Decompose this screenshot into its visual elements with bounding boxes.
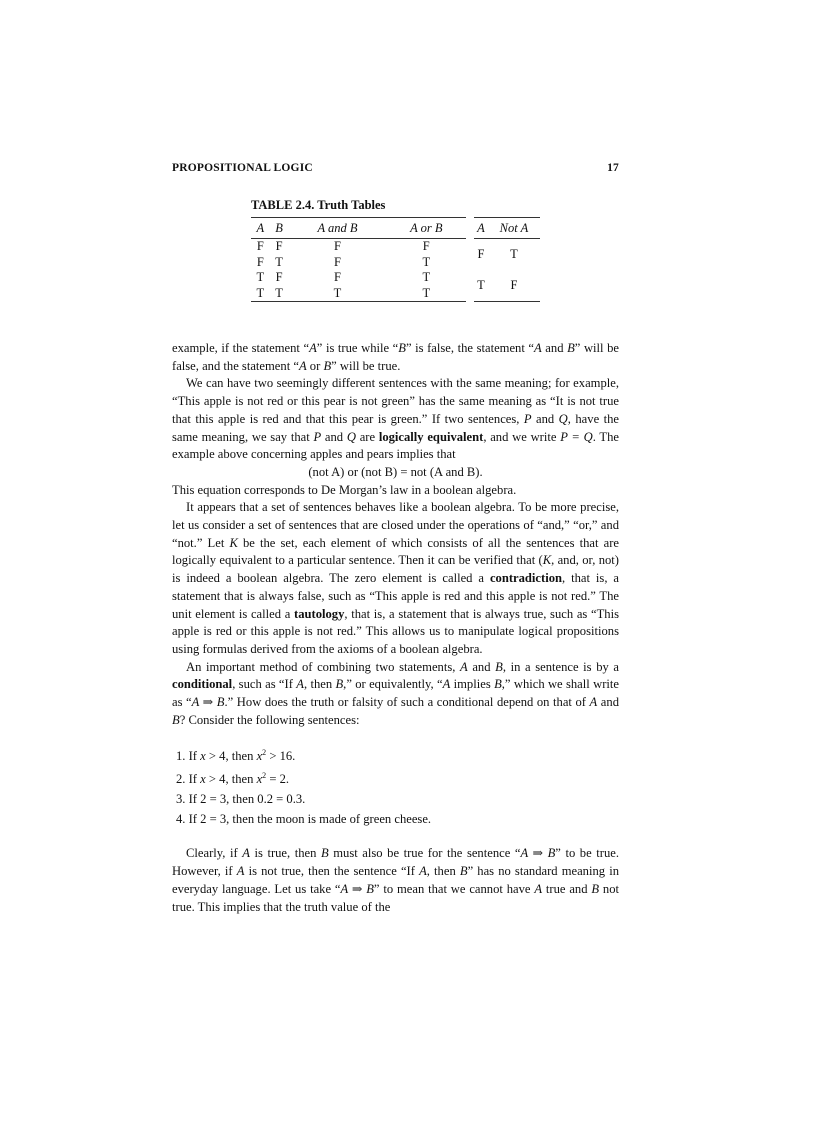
chapter-title: PROPOSITIONAL LOGIC xyxy=(172,162,313,174)
table-row xyxy=(474,239,540,271)
table-cell: F xyxy=(488,270,540,302)
truth-table-and-or xyxy=(251,217,466,302)
table-cell: F xyxy=(477,246,485,261)
list-item: 1. If x > 4, then $x^2 > 16$. xyxy=(176,748,296,764)
numbered-list xyxy=(172,743,619,829)
table-cell: T xyxy=(288,286,386,302)
table-cell: T xyxy=(474,270,488,302)
truth-table-not xyxy=(474,217,540,302)
table-row xyxy=(251,255,466,271)
table-cell: T xyxy=(270,286,289,302)
term-logically-equivalent: logically equivalent xyxy=(378,429,484,444)
table-cell: F xyxy=(334,239,341,253)
term-conditional: conditional xyxy=(172,677,233,692)
paragraph: An important method of combining two statements, A and B, in a sentence is by a conditional, such as “If A, then B,” or equivalently, “A implies B,” which we shall write as “A ⇒ B.” How does the truth or falsity of such a conditional depend on that of A and B? Consider the following sentences: xyxy=(172,659,619,727)
col-header-b: B xyxy=(270,218,289,239)
running-head xyxy=(172,162,619,174)
table-cell: F xyxy=(334,270,341,284)
table-row xyxy=(251,270,466,286)
table-caption: TABLE 2.4. Truth Tables xyxy=(251,198,386,212)
term-contradiction: contradiction xyxy=(489,571,562,586)
list-item: 4. If 2 = 3, then the moon is made of green cheese. xyxy=(176,812,432,827)
list-item: 2. If x > 4, then $x^2 = 2$. xyxy=(176,771,290,787)
list-item: 3. If 2 = 3, then 0.2 = 0.3. xyxy=(176,792,306,807)
table-cell: T xyxy=(256,270,265,284)
body-text xyxy=(172,340,619,916)
table-cell: F xyxy=(256,239,264,253)
paragraph: We can have two seemingly different sentences with the same meaning; for example, “This apple is not red or this pear is not green” has the same meaning as “It is not true that this apple is red and that this pear is green.” If two sentences, P and Q, have the same meaning, we say that P and Q are logically equivalent, and we write P = Q. The example above concerning apples and pears implies that xyxy=(172,376,619,462)
table-cell: T xyxy=(422,254,431,269)
col-header-a: A xyxy=(474,218,488,239)
table-cell: F xyxy=(422,239,430,253)
table-cell: F xyxy=(275,239,283,253)
table-cell: F xyxy=(275,270,283,284)
table-cell: T xyxy=(275,254,283,269)
col-header-a-or-b: A or B xyxy=(387,218,466,239)
paragraph: example, if the statement “A” is true while “B” is false, the statement “A and B” will be false, and the statement “A or B” will be true. xyxy=(172,341,620,373)
col-header-a-and-b: A and B xyxy=(288,218,386,239)
table-cell: T xyxy=(387,286,466,302)
table-cell: F xyxy=(334,254,341,269)
table-row xyxy=(251,239,466,255)
table-row xyxy=(251,286,466,302)
paragraph: It appears that a set of sentences behaves like a boolean algebra. To be more precise, let us consider a set of sentences that are closed under the operations of “and,” “or,” and “not.” Let K be the set, each element of which consists of all the sentences that are logically equivalent to a particular sentence. Then it can be verified that (K, and, or, not) is indeed a boolean algebra. The zero element is called a contradiction, that is, a statement that is always false, such as “This apple is red and this apple is not red.” The unit element is called a tautology, that is, a statement that is always true, such as “This apple is red or this apple is not red.” This allows us to manipulate logical propositions using formulas derived from the axioms of a boolean algebra. xyxy=(172,500,620,656)
table-cell: T xyxy=(510,246,518,261)
table-cell: F xyxy=(256,254,264,269)
col-header-not-a: Not A xyxy=(488,218,540,239)
paragraph: Clearly, if A is true, then B must also be true for the sentence “A ⇒ B” to be true. However, if A is not true, then the sentence “If A, then B” has no standard meaning in everyday language. Let us take “A ⇒ B” to mean that we cannot have A true and B not true. This implies that the truth value of the xyxy=(172,846,619,914)
equation-de-morgan: (not A) or (not B) = not (A and B). xyxy=(308,464,483,479)
table-cell: T xyxy=(422,270,431,284)
paragraph: This equation corresponds to De Morgan’s law in a boolean algebra. xyxy=(172,482,517,497)
col-header-a: A xyxy=(251,218,270,239)
table-cell: T xyxy=(251,286,270,302)
page-number: 17 xyxy=(607,162,619,174)
truth-table-block xyxy=(251,198,541,302)
term-tautology: tautology xyxy=(294,606,345,621)
table-row xyxy=(474,270,540,302)
